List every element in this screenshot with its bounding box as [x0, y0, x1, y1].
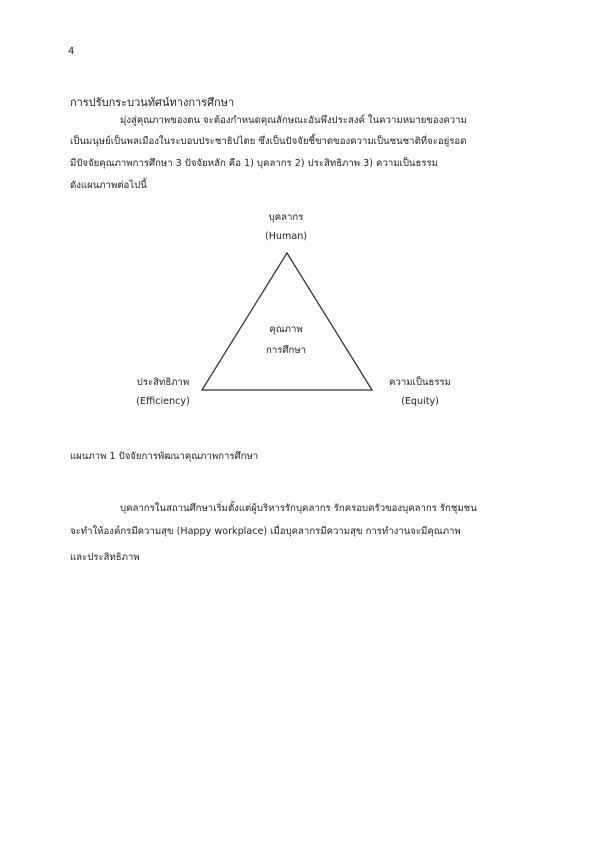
- equity-label-en: (Equity): [401, 396, 439, 407]
- figure-caption: แผนภาพ 1 ปัจจัยการพัฒนาคุณภาพการศึกษา: [70, 451, 259, 462]
- center-label-line-1: คุณภาพ: [269, 324, 303, 335]
- page-number: 4: [68, 46, 75, 57]
- closing-line-2: จะทำให้องค์กรมีความสุข (Happy workplace) เมื่อบุคลากรมีความสุข การทำงานจะมีคุณภาพ: [70, 526, 461, 537]
- center-label-line-2: การศึกษา: [266, 345, 306, 356]
- efficiency-label-en: (Efficiency): [136, 396, 190, 407]
- intro-line-1: มุ่งสู่คุณภาพของตน จะต้องกำหนดคุณลักษณะอันพึงประสงค์ ในความหมายของความ: [120, 115, 467, 126]
- intro-line-4: ดังแผนภาพต่อไปนี้: [70, 180, 147, 191]
- intro-line-3: มีปัจจัยคุณภาพการศึกษา 3 ปัจจัยหลัก คือ 1) บุคลากร 2) ประสิทธิภาพ 3) ความเป็นธรรม: [70, 158, 438, 169]
- human-label-th: บุคลากร: [268, 212, 304, 223]
- section-heading: การปรับกระบวนทัศน์ทางการศึกษา: [70, 96, 235, 109]
- intro-line-2: เป็นมนุษย์เป็นพลเมืองในระบอบประชาธิปไตย ซึ่งเป็นปัจจัยชี้ขาดของความเป็นชนชาติที่จะอยู่รอด: [70, 136, 467, 147]
- equity-label-th: ความเป็นธรรม: [389, 377, 451, 388]
- closing-line-3: และประสิทธิภาพ: [70, 552, 140, 563]
- closing-line-1: บุคลากรในสถานศึกษาเริ่มตั้งแต่ผู้บริหารรักบุคลากร รักครอบครัวของบุคลากร รักชุมชน: [120, 503, 477, 514]
- efficiency-label-th: ประสิทธิภาพ: [136, 377, 190, 388]
- human-label-en: (Human): [264, 231, 308, 242]
